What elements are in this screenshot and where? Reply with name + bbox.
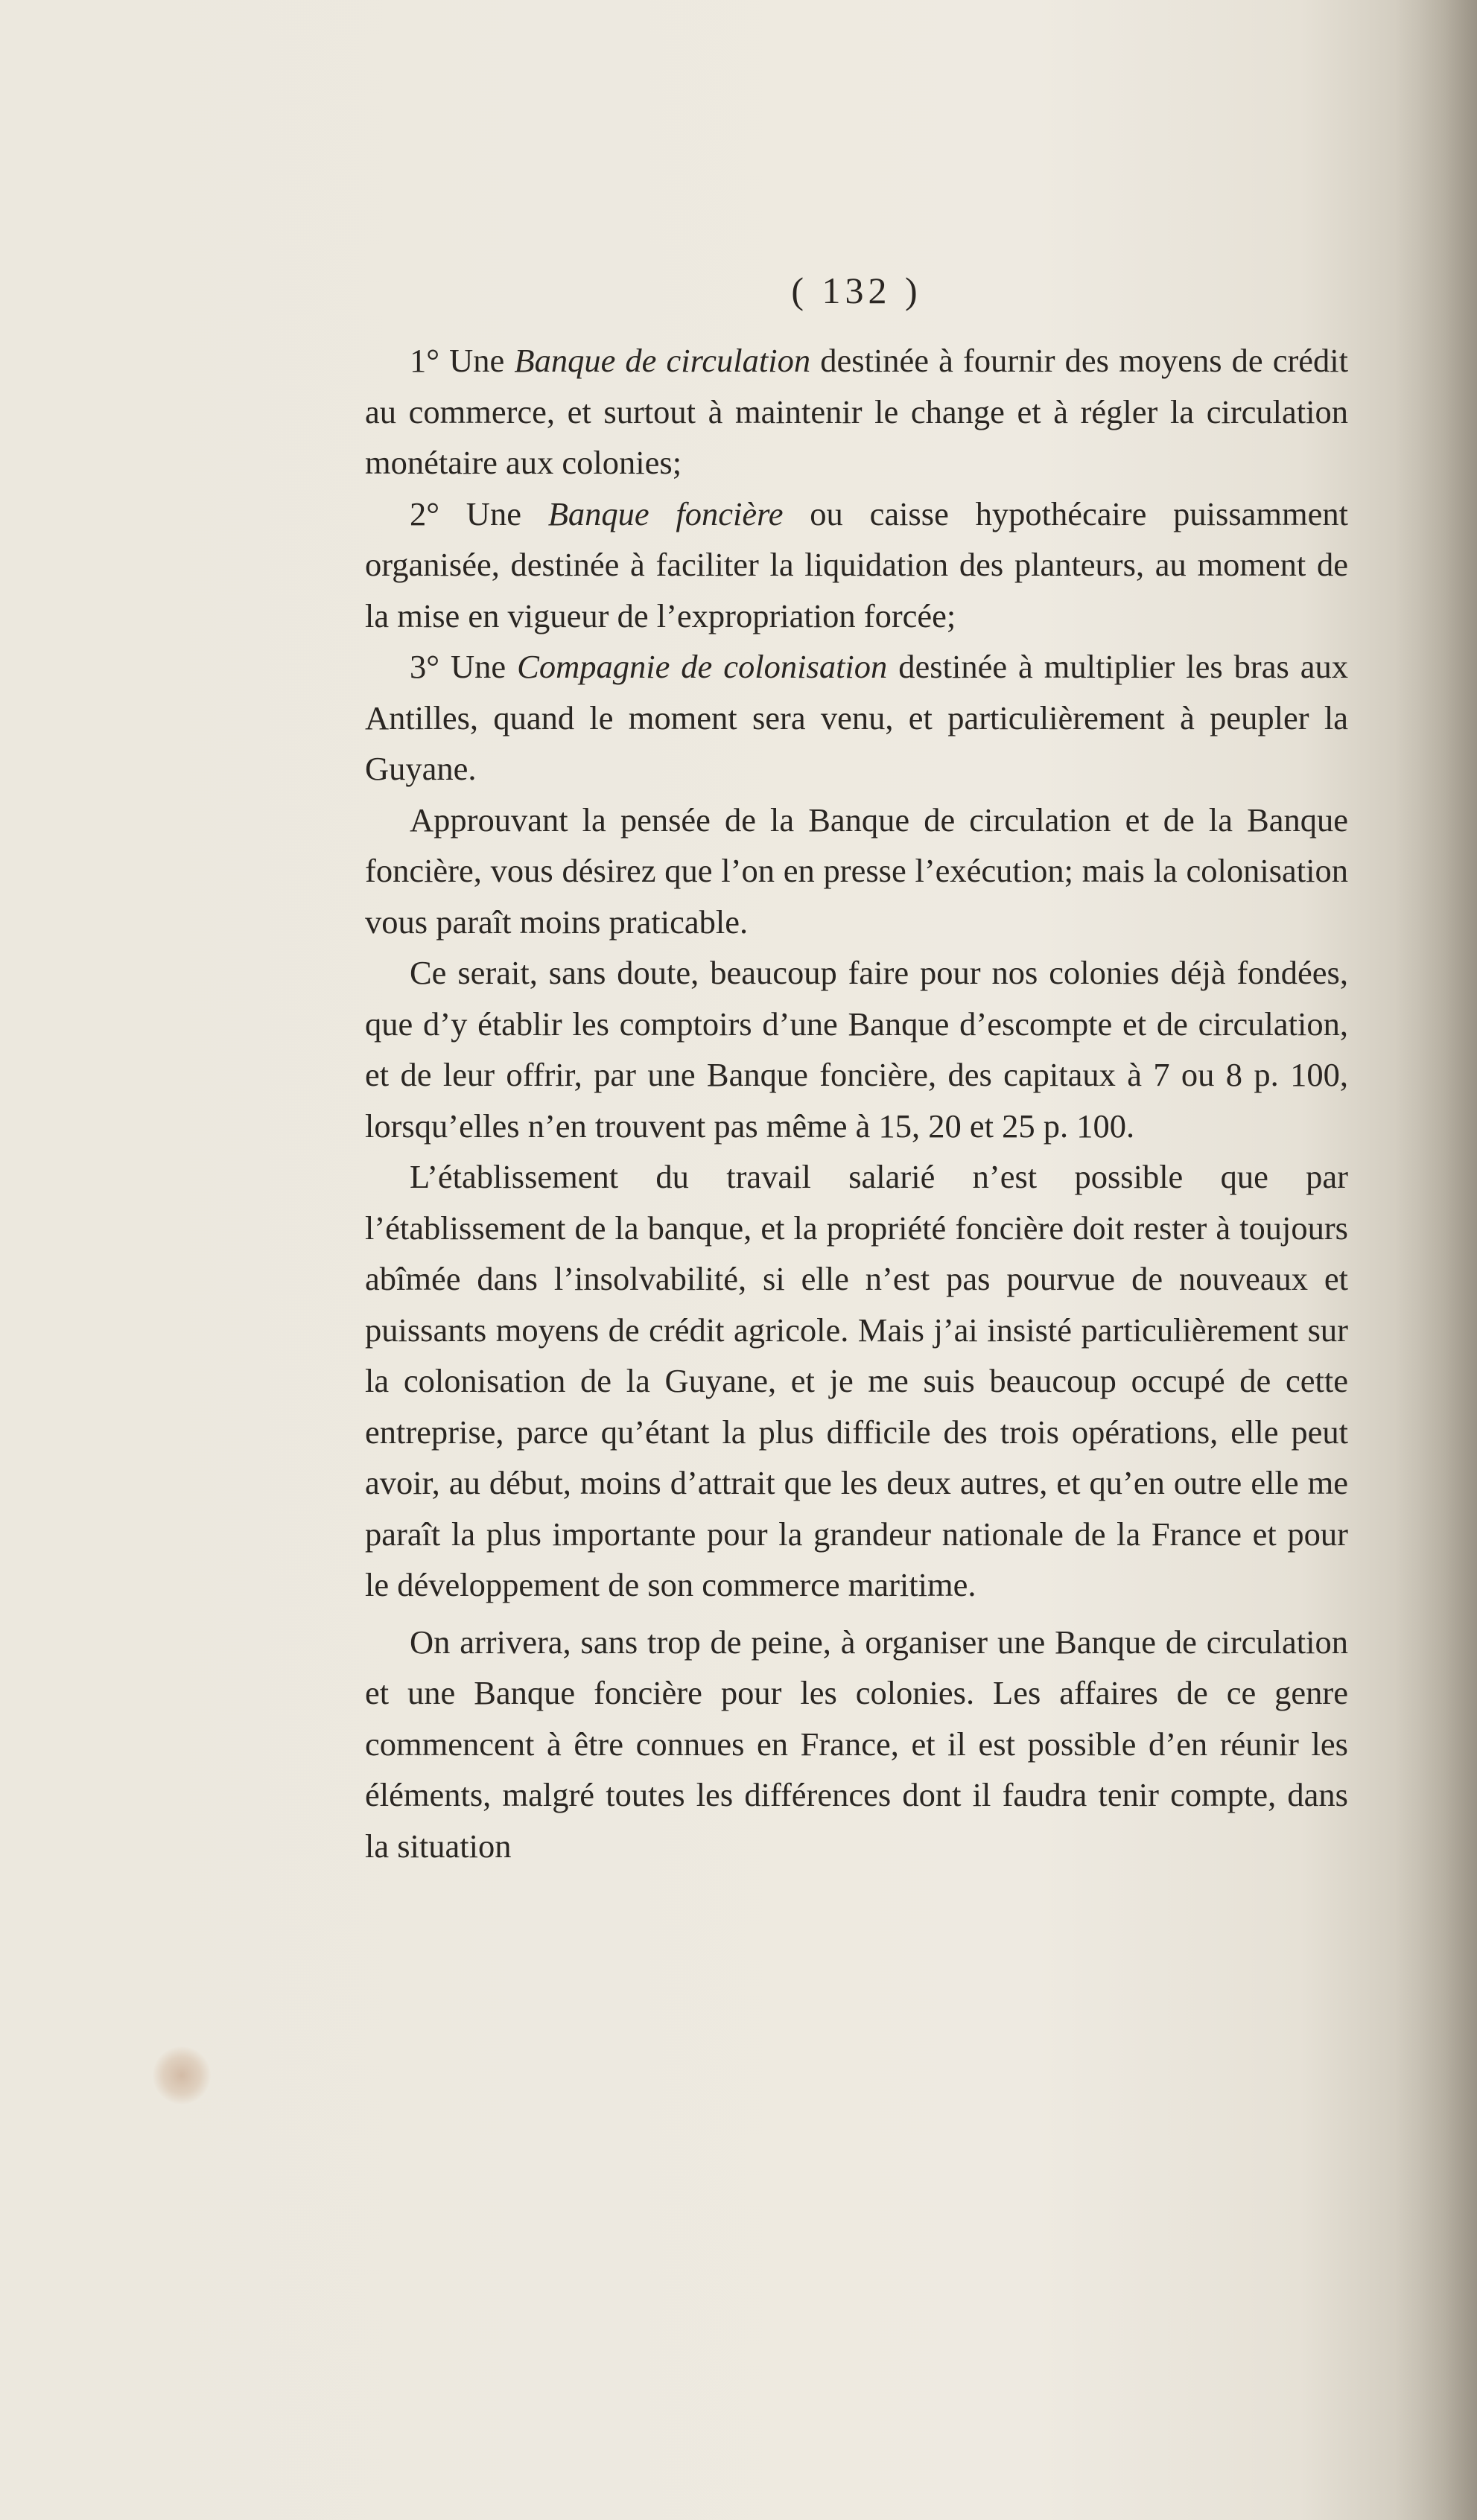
list-item-3 [365,641,1348,795]
list-item-2 [365,489,1348,642]
paragraph-3: L’établissement du travail salarié n’est possible que par l’établissement de la banque, et la propriété foncière doit rester à toujours abîmée dans l’insolvabilité, si elle n’est pas pourvue de nouveaux et puissants moyens de crédit agricole. Mais j’ai insisté particulièrement sur la colonisation de la Guyane, et je me suis beaucoup occupé de cette entreprise, parce qu’étant la plus difficile des trois opérations, elle peut avoir, au début, moins d’attrait que les deux autres, et qu’en outre elle me paraît la plus importante pour la grandeur nationale de la France et pour le développement de son commerce maritime. [365,1158,1348,1603]
list-item-1-title: Banque de circulation [514,342,811,379]
list-item-2-lead: 2° Une [410,494,548,532]
list-item-1-lead: 1° Une [410,342,515,379]
list-item-3-text: destinée à multiplier les bras aux Antilles, quand le moment sera venu, et particulièrement à peupler la Guyane. [365,648,1349,787]
paragraph-1: Approuvant la pensée de la Banque de circulation et de la Banque foncière, vous désirez que l’on en presse l’exécution; mais la colonisation vous paraît moins praticable. [365,801,1348,941]
list-item-2-title: Banque foncière [547,494,784,532]
text-block [365,268,1348,1871]
list-item-1 [365,335,1348,489]
list-item-3-lead: 3° Une [410,648,518,685]
paragraph-2: Ce serait, sans doute, beaucoup faire pour nos colonies déjà fondées, que d’y établir les comptoirs d’une Banque d’escompte et de circulation, et de leur offrir, par une Banque foncière, des capitaux à 7 ou 8 p. 100, lorsqu’elles n’en trouvent pas même à 15, 20 et 25 p. 100. [365,954,1348,1145]
list-item-2-text: ou caisse hypothécaire puissamment organisée, destinée à faciliter la liquidation des planteurs, au moment de la mise en vigueur de l’expropriation forcée; [365,494,1348,634]
list-item-3-title: Compagnie de colonisation [517,648,888,685]
paragraph-4: On arrivera, sans trop de peine, à organiser une Banque de circulation et une Banque foncière pour les colonies. Les affaires de ce genre commencent à être connues en France, et il est possible d’en réunir les éléments, malgré toutes les différences dont il faudra tenir compte, dans la situation [365,1623,1348,1865]
spine-shadow [1395,0,1477,2520]
page-number: ( 132 ) [791,270,922,311]
list-item-1-text: destinée à fournir des moyens de crédit au commerce, et surtout à maintenir le change et à régler la circulation monétaire aux colonies; [365,342,1349,481]
foxing-stain [153,2046,211,2104]
